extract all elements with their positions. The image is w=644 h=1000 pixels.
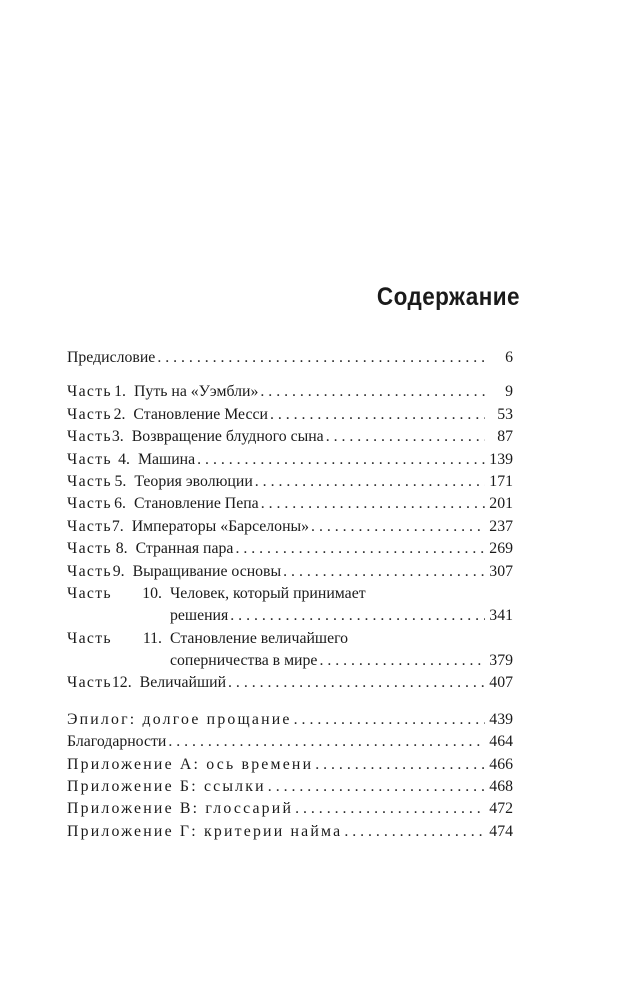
toc-entry-part-12[interactable]: [67, 672, 513, 694]
entry-title: Машина: [138, 450, 196, 468]
dot-leader: [255, 471, 485, 493]
entry-title: Теория эволюции: [134, 472, 253, 490]
part-number: 11.: [142, 629, 162, 647]
entry-title: Становление Месси: [133, 405, 268, 423]
dot-leader: [197, 449, 485, 471]
entry-title: Приложение А: ось времени: [67, 755, 314, 773]
toc-entry-part-4[interactable]: [67, 449, 513, 471]
dot-leader: [157, 347, 485, 369]
dot-leader: [319, 650, 485, 672]
dot-leader: [270, 404, 485, 426]
entry-title-continued: соперничества в мире: [170, 652, 318, 670]
part-label: Часть: [67, 472, 112, 490]
page-number: 474: [489, 822, 513, 840]
entry-title: Путь на «Уэмбли»: [134, 383, 259, 401]
page-number: 269: [489, 540, 513, 558]
page-number: 87: [497, 428, 513, 446]
page-number: 466: [489, 755, 513, 773]
dot-leader: [235, 538, 485, 560]
part-number: 6.: [114, 495, 126, 513]
entry-title: Странная пара: [135, 540, 234, 558]
dot-leader: [268, 776, 485, 798]
toc-entry-part-10-continued[interactable]: [67, 605, 513, 627]
dot-leader: [168, 731, 485, 753]
dot-leader: [283, 561, 485, 583]
entry-title: Благодарности: [67, 733, 167, 751]
part-number: 1.: [114, 383, 127, 401]
entry-title: Приложение Г: критерии найма: [67, 822, 343, 840]
toc-entry-part-10[interactable]: [67, 583, 513, 605]
toc-entry-part-5[interactable]: [67, 471, 513, 493]
dot-leader: [311, 516, 485, 538]
entry-title: Приложение Б: ссылки: [67, 778, 266, 796]
part-label: Часть: [67, 450, 112, 468]
toc-entry-acknowledgements[interactable]: [67, 731, 513, 753]
entry-title: Человек, который принимает: [170, 584, 366, 602]
dot-leader: [344, 821, 485, 843]
dot-leader: [260, 381, 485, 403]
part-number: 7.: [111, 517, 124, 535]
part-number: 8.: [115, 540, 128, 558]
page-number: 472: [489, 800, 513, 818]
entry-title-continued: решения: [170, 607, 229, 625]
toc-entry-part-8[interactable]: [67, 538, 513, 560]
part-label: Часть: [67, 629, 112, 647]
entry-title: Императоры «Барселоны»: [131, 517, 310, 535]
entry-title: Эпилог: долгое прощание: [67, 710, 292, 728]
toc-entry-part-2[interactable]: [67, 404, 513, 426]
page-number: 171: [489, 472, 513, 490]
entry-title: Величайший: [139, 674, 227, 692]
page-number: 468: [489, 778, 513, 796]
table-of-contents: [67, 347, 513, 843]
part-label: Часть: [67, 428, 112, 446]
page-number: 139: [489, 450, 513, 468]
page-number: 379: [489, 652, 513, 670]
page-number: 341: [489, 607, 513, 625]
part-number: 2.: [113, 405, 126, 423]
part-number: 4.: [118, 450, 130, 468]
part-label: Часть: [67, 383, 112, 401]
dot-leader: [326, 426, 485, 448]
dot-leader: [315, 754, 485, 776]
dot-leader: [261, 493, 485, 515]
toc-entry-part-9[interactable]: [67, 561, 513, 583]
page-number: 237: [489, 517, 513, 535]
part-number: 5.: [114, 472, 127, 490]
toc-entry-part-3[interactable]: [67, 426, 513, 448]
toc-entry-part-6[interactable]: [67, 493, 513, 515]
entry-title: Становление величайшего: [170, 629, 349, 647]
entry-title: Возвращение блудного сына: [131, 428, 324, 446]
entry-title: Выращивание основы: [132, 562, 282, 580]
part-label: Часть: [67, 540, 112, 558]
toc-entry-part-1[interactable]: [67, 381, 513, 403]
part-label: Часть: [67, 562, 112, 580]
page-number: 439: [489, 710, 513, 728]
dot-leader: [230, 605, 485, 627]
part-number: 10.: [142, 584, 162, 602]
entry-title: Приложение В: глоссарий: [67, 800, 294, 818]
entry-title: Предисловие: [67, 349, 156, 366]
part-label: Часть: [67, 584, 112, 602]
page-number: 9: [505, 383, 513, 401]
toc-entry-appendix-g[interactable]: [67, 821, 513, 843]
page-title: Содержание: [376, 283, 520, 311]
toc-entry-preface[interactable]: [67, 347, 513, 369]
toc-entry-part-7[interactable]: [67, 516, 513, 538]
toc-entry-appendix-b[interactable]: [67, 776, 513, 798]
part-label: Часть: [67, 674, 112, 692]
part-label: Часть: [67, 405, 112, 423]
dot-leader: [294, 709, 485, 731]
dot-leader: [295, 798, 485, 820]
toc-entry-appendix-v[interactable]: [67, 798, 513, 820]
page-number: 53: [497, 405, 513, 423]
page-number: 464: [489, 733, 513, 751]
toc-entry-part-11[interactable]: [67, 628, 513, 650]
page-number: 201: [489, 495, 513, 513]
page-number: 307: [489, 562, 513, 580]
toc-entry-appendix-a[interactable]: [67, 754, 513, 776]
part-number: 12.: [111, 674, 132, 692]
part-number: 9.: [112, 562, 125, 580]
page-number: 6: [505, 349, 513, 366]
page-number: 407: [489, 674, 513, 692]
toc-entry-epilogue[interactable]: [67, 709, 513, 731]
toc-entry-part-11-continued[interactable]: [67, 650, 513, 672]
dot-leader: [228, 672, 485, 694]
entry-title: Становление Пепа: [134, 495, 259, 513]
part-number: 3.: [111, 428, 124, 446]
part-label: Часть: [67, 517, 112, 535]
part-label: Часть: [67, 495, 112, 513]
